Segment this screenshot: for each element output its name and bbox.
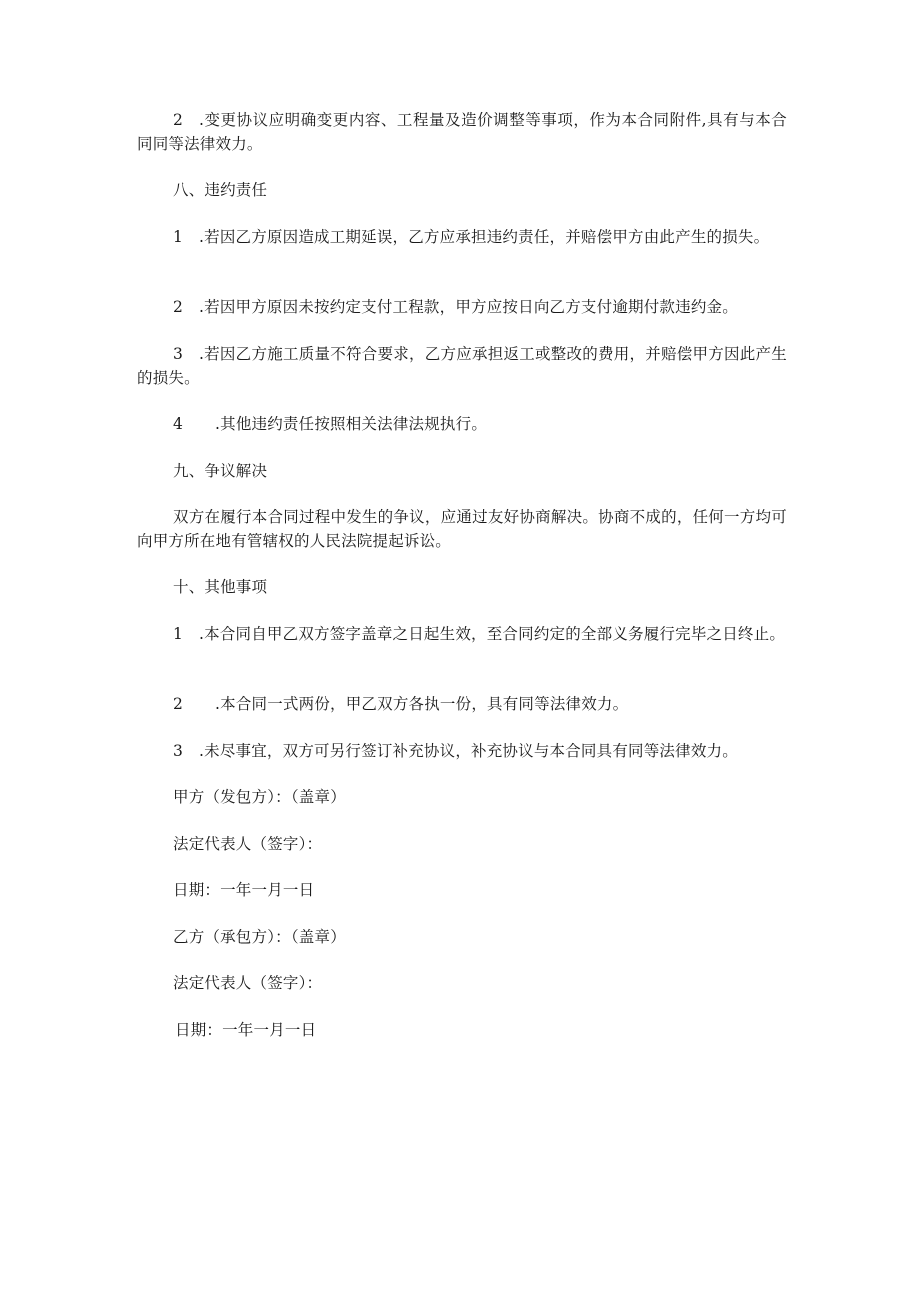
clause-change-2 — [137, 108, 787, 156]
section-heading-breach: 八、违约责任 — [173, 181, 268, 199]
clause-breach-4 — [137, 412, 787, 436]
section-heading-other: 十、其他事项 — [173, 578, 268, 596]
clause-number: 1 — [173, 228, 184, 246]
clause-text: .若因乙方原因造成工期延误，乙方应承担违约责任，并赔偿甲方由此产生的损失。 — [199, 228, 770, 246]
party-b-line: 乙方（承包方）：（盖章） — [173, 928, 346, 946]
clause-breach-1 — [137, 225, 787, 249]
dispute-text: 双方在履行本合同过程中发生的争议，应通过友好协商解决。协商不成的，任何一方均可向甲方所在地有管辖权的人民法院提起诉讼。 — [137, 508, 787, 550]
clause-breach-2 — [137, 295, 787, 319]
clause-text: .若因甲方原因未按约定支付工程款，甲方应按日向乙方支付逾期付款违约金。 — [199, 298, 738, 316]
party-a-representative: 法定代表人（签字）： — [173, 835, 323, 853]
party-a-line: 甲方（发包方）：（盖章） — [173, 788, 346, 806]
clause-other-2 — [137, 692, 787, 716]
clause-text: .本合同自甲乙双方签字盖章之日起生效，至合同约定的全部义务履行完毕之日终止。 — [199, 625, 786, 643]
clause-text: .本合同一式两份，甲乙双方各执一份，具有同等法律效力。 — [215, 695, 629, 713]
clause-number: 3 — [173, 345, 184, 363]
clause-number: 4 — [173, 415, 184, 433]
clause-number: 2 — [173, 298, 184, 316]
section-heading-dispute: 九、争议解决 — [173, 462, 268, 480]
party-b-representative: 法定代表人（签字）： — [173, 974, 323, 992]
party-a-date: 日期：一年一月一日 — [173, 881, 315, 899]
clause-text: .若因乙方施工质量不符合要求，乙方应承担返工或整改的费用，并赔偿甲方因此产生的损失。 — [137, 345, 787, 387]
clause-other-3 — [137, 739, 787, 763]
clause-other-1 — [137, 622, 787, 646]
clause-number: 2 — [173, 695, 184, 713]
clause-breach-3 — [137, 342, 787, 390]
clause-number: 2 — [173, 111, 184, 129]
party-b-date: 日期：一年一月一日 — [175, 1021, 317, 1039]
clause-text: .未尽事宜，双方可另行签订补充协议，补充协议与本合同具有同等法律效力。 — [199, 742, 738, 760]
clause-number: 1 — [173, 625, 184, 643]
clause-text: .变更协议应明确变更内容、工程量及造价调整等事项，作为本合同附件,具有与本合同同等法律效力。 — [137, 111, 787, 153]
clause-number: 3 — [173, 742, 184, 760]
clause-text: .其他违约责任按照相关法律法规执行。 — [215, 415, 488, 433]
